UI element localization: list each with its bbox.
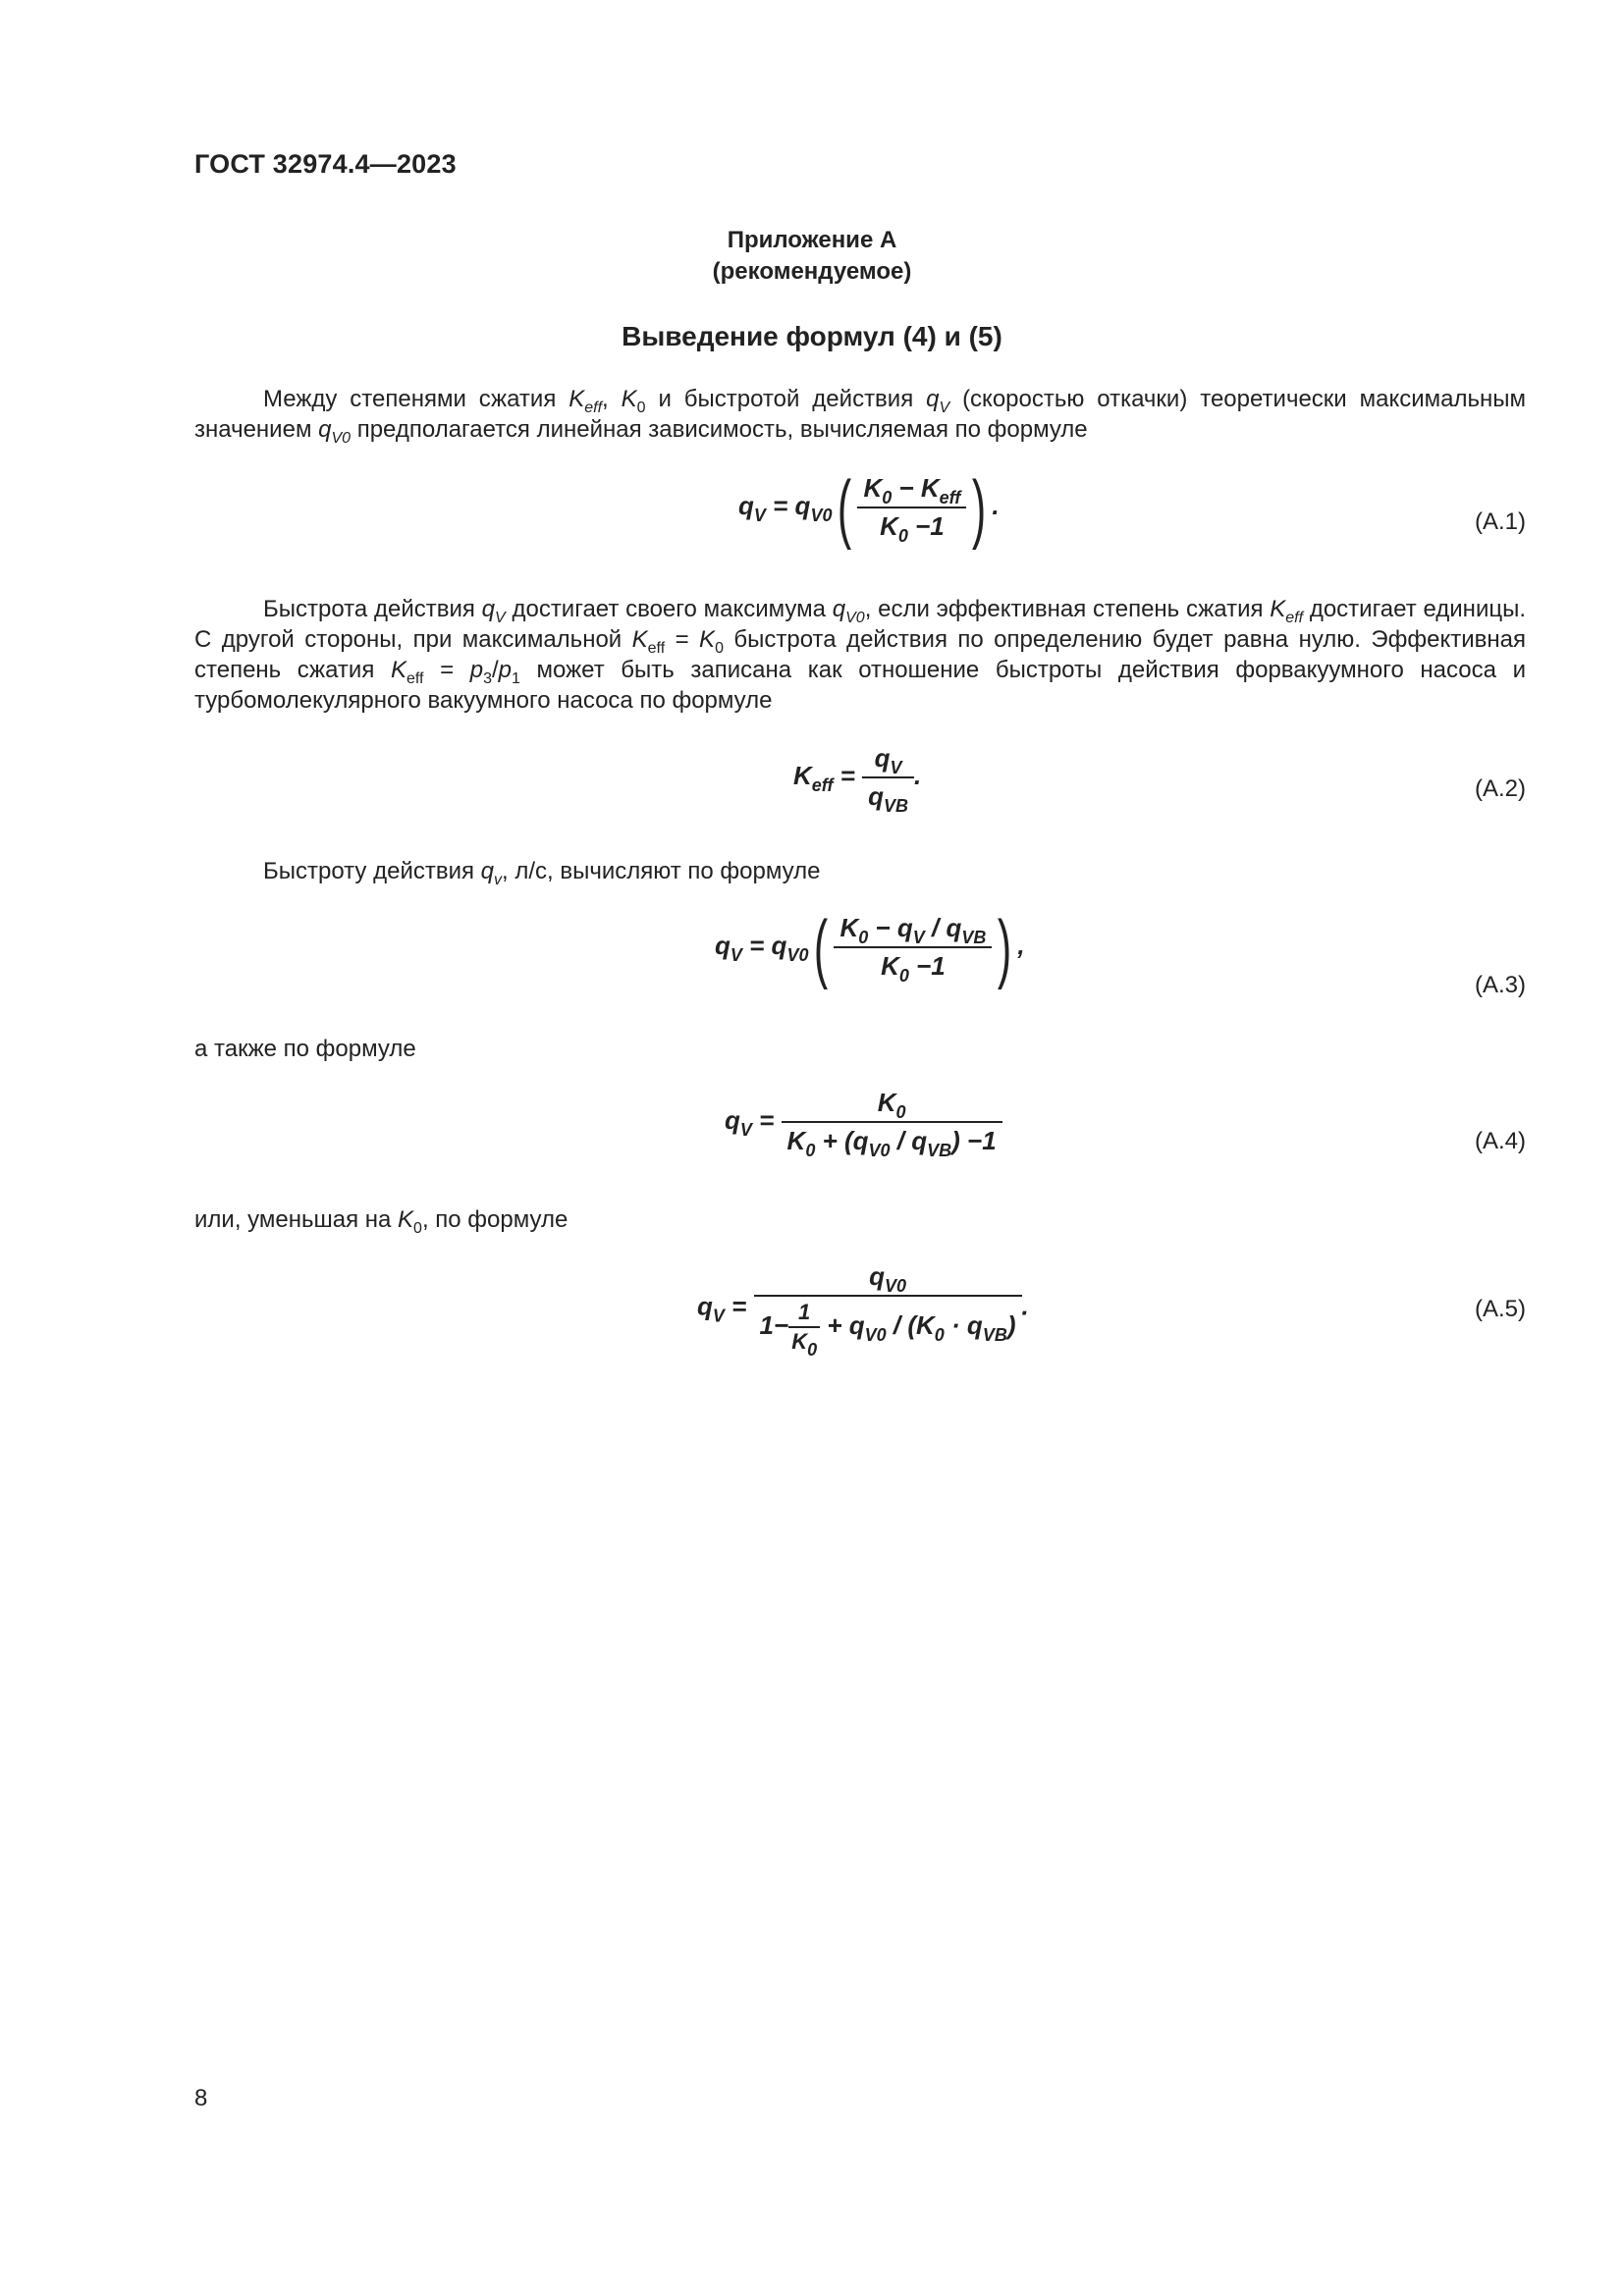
equation-number-a2: (А.2) xyxy=(1474,775,1526,802)
equation-number-a5: (А.5) xyxy=(1474,1296,1526,1322)
equation-a3: $q_V = q_{V0}$( $\frac{K_0 - q_V / q_{VB}}{K_0 -1}$ ) , xyxy=(715,904,1025,990)
equation-number-a1: (А.1) xyxy=(1474,508,1526,535)
section-title: Выведение формул (4) и (5) xyxy=(622,321,1002,351)
page-number: 8 xyxy=(194,2085,208,2111)
appendix-title: Приложение А xyxy=(727,227,897,253)
appendix-status: (рекомендуемое) xyxy=(712,258,912,285)
standard-header: ГОСТ 32974.4—2023 xyxy=(194,149,457,179)
equation-number-a4: (А.4) xyxy=(1474,1128,1526,1154)
paragraph-4: а также по формуле xyxy=(194,1036,416,1062)
equation-number-a3: (А.3) xyxy=(1474,972,1526,998)
paragraph-2: Быстрота действия $q_V$ достигает своего максимума $q_{V0}$, если эффективная степень сжатия $K_{eff}$ достигает единицы. С другой стороны, при максимальной $K_{eff} = K_0$ быстрота действия по определению будет равна нулю. Эффективная степень сжатия $K_{eff} = p_3/p_1$ может быть записана как отношение быстроты действия форвакуумного насоса и турбомолекулярного вакуумного насоса по формуле xyxy=(194,596,1527,714)
paragraph-5: или, уменьшая на $K_0$, по формуле xyxy=(194,1206,568,1237)
equation-a2: $K_{eff}$ = $\frac{q_V}{q_{VB}}$ . xyxy=(793,743,922,816)
paragraph-3: Быстроту действия $q_v$, л/с, вычисляют по формуле xyxy=(263,858,821,888)
paragraph-1: Между степенями сжатия $K_{eff}$, $K_0$ и быстротой действия $q_V$ (скоростью откачки) теоретически максимальным значением $q_{V0}$ предполагается линейная зависимость, вычисляемая по формуле xyxy=(194,386,1526,447)
equation-a5: $q_V$ = $q_{V0}$ 1− $\frac{1}{K_0}$ + $q_{V0} / (K_0 \cdot q_{VB})$ . xyxy=(697,1261,1029,1360)
equation-a4: $q_V$ = $\frac{K_0}{K_0 + (q_{V0} / q_{VB}) -1}$ xyxy=(725,1088,1002,1156)
equation-a1: $q_V = q_{V0}$( $\frac{K_0 - K_{eff}}{K_0 -1}$ ) . xyxy=(738,464,1000,551)
